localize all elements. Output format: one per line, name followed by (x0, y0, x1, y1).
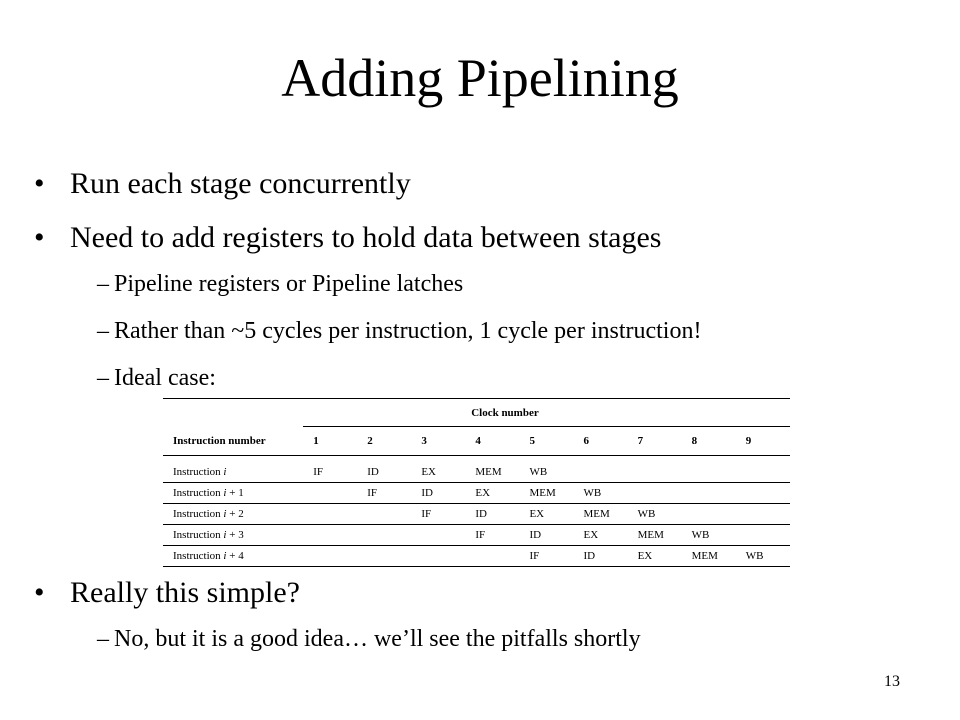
bullet-text: Run each stage concurrently (70, 167, 411, 200)
subbullet-text: Rather than ~5 cycles per instruction, 1 cycle per instruction! (114, 318, 702, 344)
stage-cell (628, 462, 682, 483)
clock-number-cell: 1 (303, 427, 357, 456)
stage-cell: EX (465, 483, 519, 504)
stage-cell (411, 525, 465, 546)
bullet-mark: • (34, 576, 45, 609)
stage-cell (303, 504, 357, 525)
stage-cell (736, 483, 790, 504)
clock-number-cell: 4 (465, 427, 519, 456)
stage-cell: IF (411, 504, 465, 525)
stage-cell (303, 525, 357, 546)
stage-cell (411, 546, 465, 567)
clock-number-cell: 2 (357, 427, 411, 456)
stage-cell: IF (519, 546, 573, 567)
bullet-mark: • (34, 221, 45, 254)
stage-cell: MEM (519, 483, 573, 504)
stage-cell: WB (574, 483, 628, 504)
stage-cell (682, 483, 736, 504)
subbullet-text: No, but it is a good idea… we’ll see the pitfalls shortly (114, 626, 641, 652)
clock-number-cell: 6 (574, 427, 628, 456)
clock-number-header: Clock number (303, 399, 790, 427)
slide-title: Adding Pipelining (281, 48, 679, 108)
instruction-row (163, 504, 790, 525)
subbullet-mark: – (97, 365, 109, 391)
stage-cell: IF (357, 483, 411, 504)
instruction-row (163, 525, 790, 546)
stage-cell (357, 525, 411, 546)
stage-cell: MEM (465, 462, 519, 483)
stage-cell: IF (303, 462, 357, 483)
stage-cell (736, 504, 790, 525)
clock-header-row (163, 399, 790, 427)
stage-cell: WB (736, 546, 790, 567)
stage-cell: WB (628, 504, 682, 525)
instruction-label: Instruction i + 1 (163, 483, 303, 504)
instruction-row (163, 546, 790, 567)
stage-cell: MEM (682, 546, 736, 567)
pipeline-stage-table (163, 398, 790, 567)
bullet-mark: • (34, 167, 45, 200)
column-header-row (163, 427, 790, 456)
stage-cell (628, 483, 682, 504)
subbullet-mark: – (97, 318, 109, 344)
stage-cell: ID (465, 504, 519, 525)
stage-cell (736, 462, 790, 483)
subbullet-mark: – (97, 271, 109, 297)
page-number: 13 (884, 673, 900, 690)
stage-cell (682, 504, 736, 525)
stage-cell: ID (357, 462, 411, 483)
clock-number-cell: 9 (736, 427, 790, 456)
stage-cell: MEM (628, 525, 682, 546)
stage-cell (682, 462, 736, 483)
stage-cell (303, 546, 357, 567)
clock-number-cell: 8 (682, 427, 736, 456)
instruction-label: Instruction i (163, 462, 303, 483)
stage-cell: WB (519, 462, 573, 483)
instruction-label: Instruction i + 3 (163, 525, 303, 546)
clock-number-cell: 7 (628, 427, 682, 456)
stage-cell: ID (574, 546, 628, 567)
instruction-label: Instruction i + 2 (163, 504, 303, 525)
clock-number-cell: 3 (411, 427, 465, 456)
stage-cell: EX (411, 462, 465, 483)
stage-cell: ID (519, 525, 573, 546)
stage-cell (574, 462, 628, 483)
stage-cell (357, 504, 411, 525)
stage-cell: EX (519, 504, 573, 525)
subbullet-mark: – (97, 626, 109, 652)
stage-cell (736, 525, 790, 546)
instruction-row (163, 462, 790, 483)
stage-cell: ID (411, 483, 465, 504)
instruction-number-header: Instruction number (163, 427, 303, 456)
clock-number-cell: 5 (519, 427, 573, 456)
stage-rows (163, 462, 790, 567)
stage-cell (303, 483, 357, 504)
bullet-text: Need to add registers to hold data between stages (70, 221, 662, 254)
stage-cell: MEM (574, 504, 628, 525)
stage-cell: WB (682, 525, 736, 546)
stage-cell (357, 546, 411, 567)
bullet-text: Really this simple? (70, 576, 300, 609)
instruction-row (163, 483, 790, 504)
subbullet-text: Pipeline registers or Pipeline latches (114, 271, 464, 297)
stage-cell (465, 546, 519, 567)
pipeline-table (163, 398, 790, 562)
stage-cell: IF (465, 525, 519, 546)
stage-cell: EX (574, 525, 628, 546)
stage-cell: EX (628, 546, 682, 567)
subbullet-text: Ideal case: (114, 365, 216, 391)
instruction-label: Instruction i + 4 (163, 546, 303, 567)
